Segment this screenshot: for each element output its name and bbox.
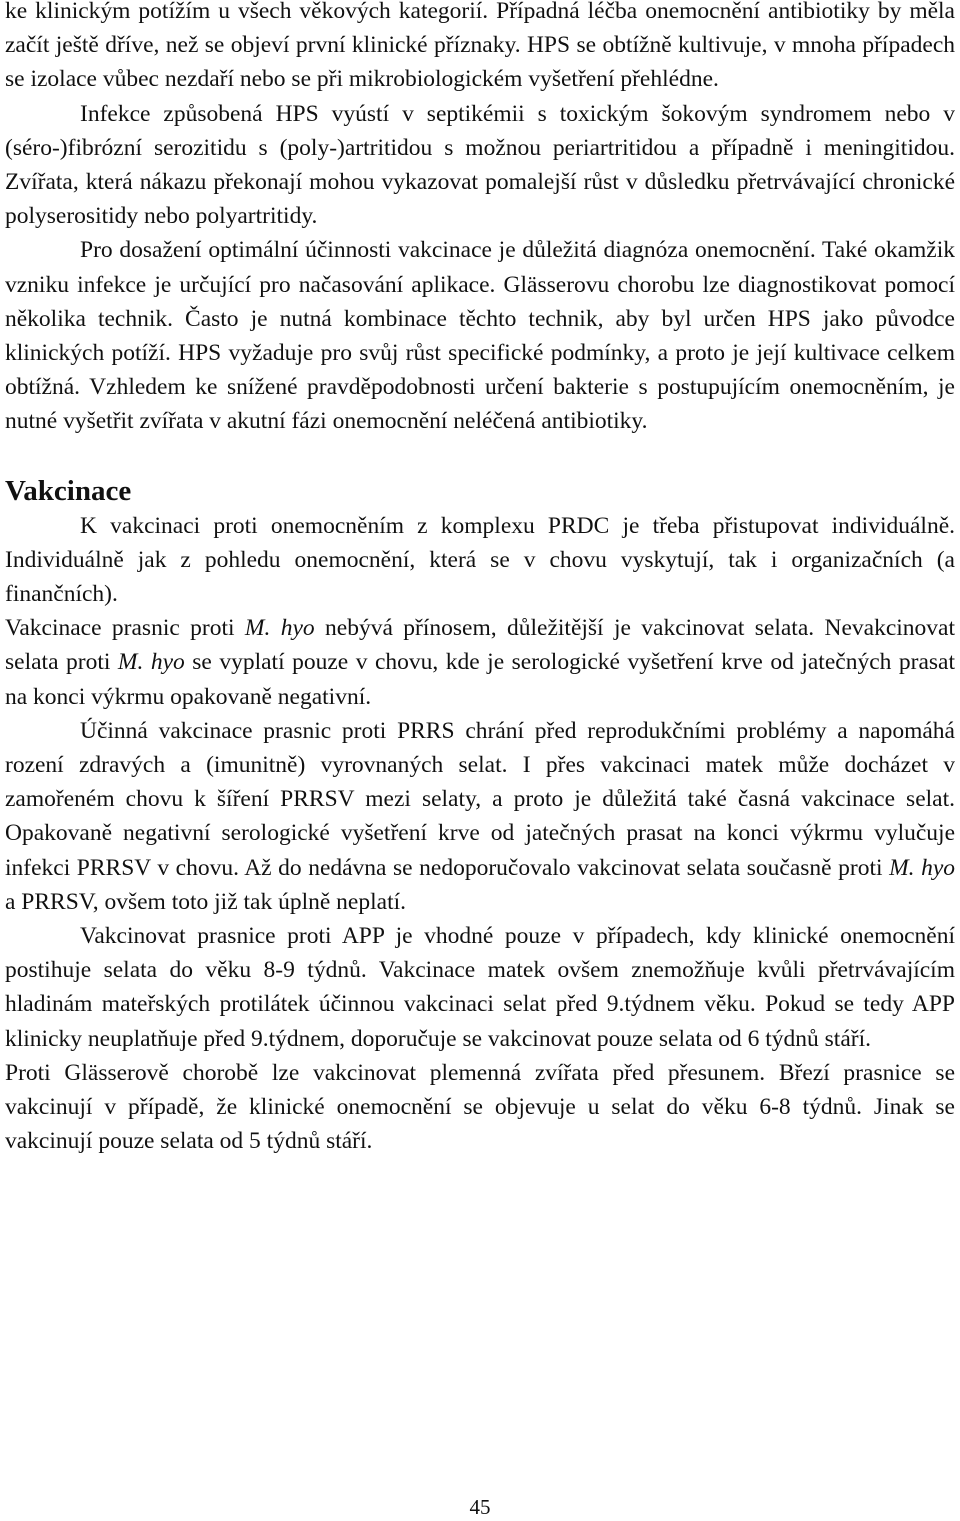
text-run: a PRRSV, ovšem toto již tak úplně neplatí. — [5, 888, 407, 915]
text-run: Vakcinace prasnic proti — [5, 615, 245, 642]
page-number: 45 — [469, 1495, 491, 1519]
text-run: nebývá přínosem, důležitější je vakcinovat selata. Nevakcinovat selata proti — [5, 615, 955, 676]
species-name: M. hyo — [244, 615, 315, 642]
paragraph-app-vaccination: Vakcinovat prasnice proti APP je vhodné pouze v případech, kdy klinické onemocnění postihuje selata do věku 8-9 týdnů. Vakcinace matek ovšem znemožňuje kvůli přetrvávajícím hladinám mateřských protilátek účinnou vakcinaci selat před 9.týdnem věku. Pokud se tedy APP klinicky neuplatňuje před 9.týdnem, doporučuje se vakcinovat pouze selata od 6 týdnů stáří. — [5, 923, 955, 1052]
text-run: se vyplatí pouze v chovu, kde je serologické vyšetření krve od jatečných prasat na konci výkrmu opakovaně negativní. — [5, 649, 955, 710]
document-page — [5, 0, 955, 1159]
paragraph-m-hyo-vaccination — [5, 611, 955, 714]
species-name: M. hyo — [889, 854, 956, 881]
paragraph-prdc-vaccination: K vakcinaci proti onemocněním z komplexu PRDC je třeba přistupovat individuálně. Individuálně jak z pohledu onemocnění, která se v chovu vyskytují, tak i organizačních (a finančních). — [5, 512, 955, 608]
paragraph-hps-infection: Infekce způsobená HPS vyústí v septikémii s toxickým šokovým syndromem nebo v (séro-)fibrózní serozitidu s (poly-)artritidou s možnou periartritidou a případně i meningitidou. Zvířata, která nákazu překonají mohou vykazovat pomalejší růst v důsledku přetrvávající chronické polyserositidy nebo polyartritidy. — [5, 100, 955, 230]
species-name: M. hyo — [117, 649, 185, 676]
paragraph-hps-diagnosis: ke klinickým potížím u všech věkových kategorií. Případná léčba onemocnění antibiotiky by měla začít ještě dříve, než se objeví první klinické příznaky. HPS se obtížně kultivuje, v mnoha případech se izolace vůbec nezdaří nebo se při mikrobiologickém vyšetření přehlédne. — [5, 0, 955, 93]
paragraph-glasser-vaccination: Proti Glässerově chorobě lze vakcinovat plemenná zvířata před přesunem. Březí prasnice se vakcinují v případě, že klinické onemocnění se objevuje u selat do věku 6-8 týdnů. Jinak se vakcinují pouze selata od 5 týdnů stáří. — [5, 1059, 955, 1155]
paragraph-diagnosis-techniques: Pro dosažení optimální účinnosti vakcinace je důležitá diagnóza onemocnění. Také okamžik vzniku infekce je určující pro načasování aplikace. Glässerovu chorobu lze diagnostikovat pomocí několika technik. Často je nutná kombinace těchto technik, aby byl určen HPS jako původce klinických potíží. HPS vyžaduje pro svůj růst specifické podmínky, a proto je její kultivace celkem obtížná. Vzhledem ke snížené pravděpodobnosti určení bakterie s postupujícím onemocněním, je nutné vyšetřit zvířata v akutní fázi onemocnění neléčená antibiotiky. — [5, 237, 955, 435]
section-heading-vakcinace: Vakcinace — [5, 474, 132, 507]
text-run: Účinná vakcinace prasnic proti PRRS chrání před reprodukčními problémy a napomáhá rození zdravých a (imunitně) vyrovnaných selat. I přes vakcinaci matek může docházet v zamořeném chovu k šíření PRRSV mezi selaty, a proto je důležitá také časná vakcinace selat. Opakovaně negativní serologické vyšetření krve od jatečných prasat na konci výkrmu vylučuje infekci PRRSV v chovu. Až do nedávna se nedoporučovalo vakcinovat selata současně proti — [5, 717, 955, 881]
paragraph-prrs-vaccination — [5, 714, 955, 919]
